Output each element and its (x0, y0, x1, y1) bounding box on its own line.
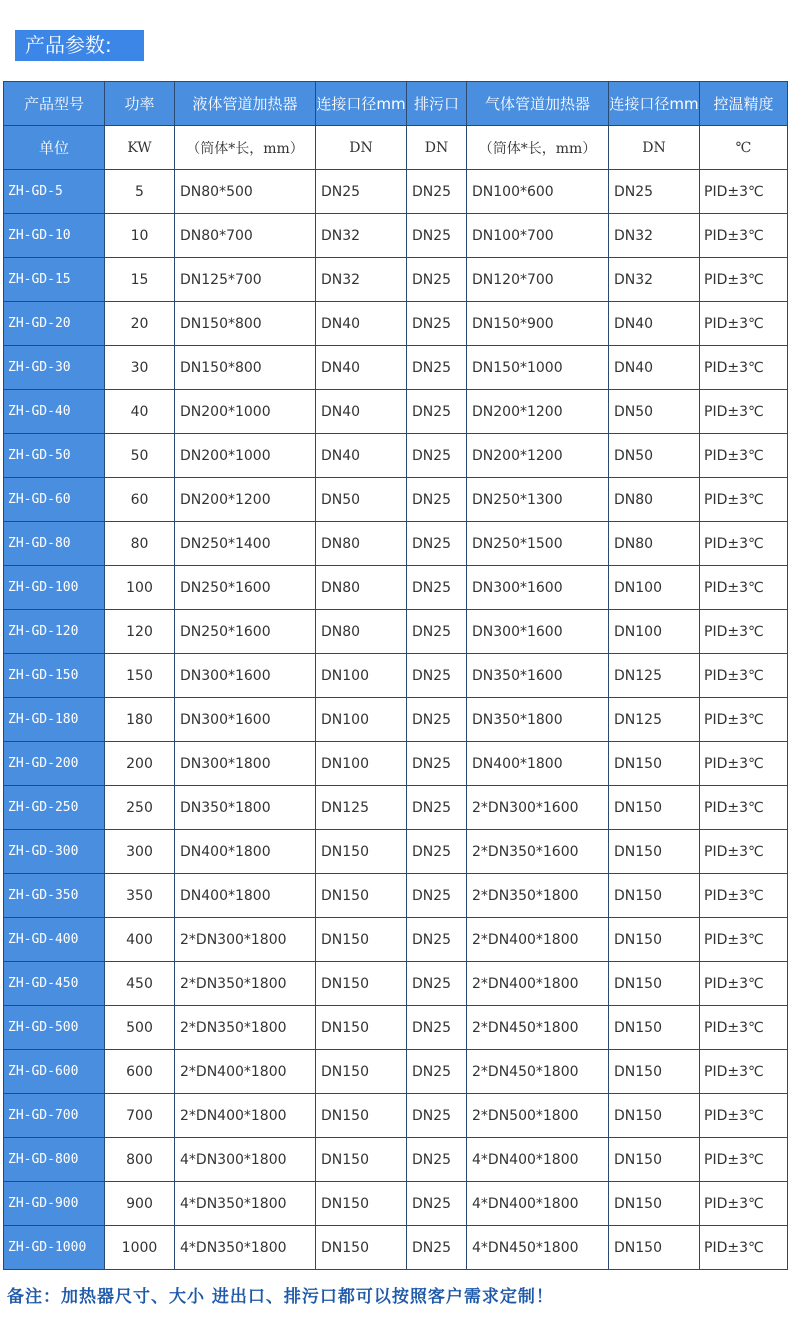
gas-connection-cell: DN100 (609, 610, 700, 654)
temp-accuracy-cell: PID±3℃ (700, 1226, 788, 1270)
liquid-heater-cell: DN150*800 (175, 346, 316, 390)
model-cell: ZH-GD-10 (4, 214, 105, 258)
liquid-heater-cell: DN200*1000 (175, 390, 316, 434)
liquid-connection-cell: DN50 (316, 478, 407, 522)
header-liquid-connection: 连接口径mm (316, 82, 407, 126)
gas-heater-cell: DN150*900 (467, 302, 609, 346)
gas-connection-cell: DN150 (609, 830, 700, 874)
gas-heater-cell: DN400*1800 (467, 742, 609, 786)
gas-heater-cell: DN150*1000 (467, 346, 609, 390)
power-cell: 600 (105, 1050, 175, 1094)
liquid-heater-cell: DN250*1400 (175, 522, 316, 566)
temp-accuracy-cell: PID±3℃ (700, 654, 788, 698)
liquid-connection-cell: DN150 (316, 1138, 407, 1182)
table-row (4, 170, 788, 214)
drain-cell: DN25 (407, 170, 467, 214)
table-row (4, 742, 788, 786)
gas-heater-cell: DN250*1500 (467, 522, 609, 566)
liquid-connection-cell: DN32 (316, 258, 407, 302)
table-row (4, 1226, 788, 1270)
liquid-connection-cell: DN150 (316, 830, 407, 874)
drain-cell: DN25 (407, 786, 467, 830)
gas-connection-cell: DN150 (609, 1006, 700, 1050)
gas-connection-cell: DN150 (609, 742, 700, 786)
table-row (4, 214, 788, 258)
gas-heater-cell: 4*DN400*1800 (467, 1182, 609, 1226)
gas-heater-cell: 4*DN400*1800 (467, 1138, 609, 1182)
gas-heater-cell: 2*DN350*1600 (467, 830, 609, 874)
table-row (4, 478, 788, 522)
liquid-heater-cell: 2*DN300*1800 (175, 918, 316, 962)
table-row (4, 1050, 788, 1094)
liquid-connection-cell: DN150 (316, 1006, 407, 1050)
gas-connection-cell: DN125 (609, 654, 700, 698)
liquid-connection-cell: DN40 (316, 302, 407, 346)
table-row (4, 302, 788, 346)
model-cell: ZH-GD-30 (4, 346, 105, 390)
gas-heater-cell: DN100*700 (467, 214, 609, 258)
unit-gas-connection: DN (609, 126, 700, 170)
drain-cell: DN25 (407, 434, 467, 478)
liquid-connection-cell: DN25 (316, 170, 407, 214)
header-gas-heater: 气体管道加热器 (467, 82, 609, 126)
table-row (4, 346, 788, 390)
liquid-heater-cell: DN300*1600 (175, 698, 316, 742)
liquid-connection-cell: DN150 (316, 1050, 407, 1094)
liquid-heater-cell: DN250*1600 (175, 566, 316, 610)
liquid-heater-cell: 4*DN350*1800 (175, 1226, 316, 1270)
temp-accuracy-cell: PID±3℃ (700, 390, 788, 434)
gas-heater-cell: 4*DN450*1800 (467, 1226, 609, 1270)
gas-connection-cell: DN150 (609, 962, 700, 1006)
power-cell: 10 (105, 214, 175, 258)
unit-liquid-heater: （筒体*长，mm） (175, 126, 316, 170)
table-row (4, 1006, 788, 1050)
header-temp-accuracy: 控温精度 (700, 82, 788, 126)
drain-cell: DN25 (407, 1182, 467, 1226)
unit-row (4, 126, 788, 170)
drain-cell: DN25 (407, 742, 467, 786)
table-row (4, 434, 788, 478)
gas-connection-cell: DN32 (609, 214, 700, 258)
liquid-connection-cell: DN80 (316, 522, 407, 566)
gas-heater-cell: DN350*1800 (467, 698, 609, 742)
drain-cell: DN25 (407, 390, 467, 434)
table-row (4, 830, 788, 874)
liquid-connection-cell: DN125 (316, 786, 407, 830)
power-cell: 250 (105, 786, 175, 830)
model-cell: ZH-GD-15 (4, 258, 105, 302)
temp-accuracy-cell: PID±3℃ (700, 302, 788, 346)
power-cell: 80 (105, 522, 175, 566)
temp-accuracy-cell: PID±3℃ (700, 566, 788, 610)
product-parameters-table (3, 81, 788, 1270)
gas-connection-cell: DN32 (609, 258, 700, 302)
unit-drain: DN (407, 126, 467, 170)
liquid-heater-cell: 2*DN400*1800 (175, 1094, 316, 1138)
header-model: 产品型号 (4, 82, 105, 126)
temp-accuracy-cell: PID±3℃ (700, 742, 788, 786)
liquid-connection-cell: DN150 (316, 962, 407, 1006)
drain-cell: DN25 (407, 698, 467, 742)
model-cell: ZH-GD-400 (4, 918, 105, 962)
model-cell: ZH-GD-600 (4, 1050, 105, 1094)
drain-cell: DN25 (407, 258, 467, 302)
model-cell: ZH-GD-20 (4, 302, 105, 346)
power-cell: 15 (105, 258, 175, 302)
temp-accuracy-cell: PID±3℃ (700, 522, 788, 566)
gas-connection-cell: DN125 (609, 698, 700, 742)
table-row (4, 654, 788, 698)
temp-accuracy-cell: PID±3℃ (700, 830, 788, 874)
gas-heater-cell: 2*DN450*1800 (467, 1006, 609, 1050)
temp-accuracy-cell: PID±3℃ (700, 346, 788, 390)
temp-accuracy-cell: PID±3℃ (700, 610, 788, 654)
model-cell: ZH-GD-250 (4, 786, 105, 830)
power-cell: 300 (105, 830, 175, 874)
table-row (4, 874, 788, 918)
drain-cell: DN25 (407, 566, 467, 610)
power-cell: 200 (105, 742, 175, 786)
gas-heater-cell: DN350*1600 (467, 654, 609, 698)
temp-accuracy-cell: PID±3℃ (700, 786, 788, 830)
unit-label: 单位 (4, 126, 105, 170)
power-cell: 400 (105, 918, 175, 962)
gas-connection-cell: DN100 (609, 566, 700, 610)
gas-heater-cell: 2*DN400*1800 (467, 962, 609, 1006)
liquid-connection-cell: DN150 (316, 1226, 407, 1270)
model-cell: ZH-GD-350 (4, 874, 105, 918)
liquid-connection-cell: DN80 (316, 610, 407, 654)
temp-accuracy-cell: PID±3℃ (700, 698, 788, 742)
liquid-heater-cell: DN150*800 (175, 302, 316, 346)
gas-connection-cell: DN150 (609, 786, 700, 830)
model-cell: ZH-GD-40 (4, 390, 105, 434)
gas-heater-cell: 2*DN400*1800 (467, 918, 609, 962)
temp-accuracy-cell: PID±3℃ (700, 962, 788, 1006)
temp-accuracy-cell: PID±3℃ (700, 874, 788, 918)
liquid-heater-cell: 4*DN350*1800 (175, 1182, 316, 1226)
drain-cell: DN25 (407, 302, 467, 346)
power-cell: 150 (105, 654, 175, 698)
gas-connection-cell: DN40 (609, 346, 700, 390)
temp-accuracy-cell: PID±3℃ (700, 1094, 788, 1138)
liquid-heater-cell: DN200*1000 (175, 434, 316, 478)
drain-cell: DN25 (407, 478, 467, 522)
liquid-heater-cell: DN300*1800 (175, 742, 316, 786)
liquid-heater-cell: 2*DN350*1800 (175, 962, 316, 1006)
model-cell: ZH-GD-150 (4, 654, 105, 698)
liquid-heater-cell: DN125*700 (175, 258, 316, 302)
gas-connection-cell: DN150 (609, 1094, 700, 1138)
drain-cell: DN25 (407, 874, 467, 918)
power-cell: 50 (105, 434, 175, 478)
drain-cell: DN25 (407, 1006, 467, 1050)
power-cell: 30 (105, 346, 175, 390)
drain-cell: DN25 (407, 1226, 467, 1270)
model-cell: ZH-GD-100 (4, 566, 105, 610)
drain-cell: DN25 (407, 522, 467, 566)
power-cell: 350 (105, 874, 175, 918)
table-row (4, 610, 788, 654)
page-title: 产品参数: (15, 30, 144, 61)
power-cell: 800 (105, 1138, 175, 1182)
gas-heater-cell: DN100*600 (467, 170, 609, 214)
drain-cell: DN25 (407, 962, 467, 1006)
liquid-heater-cell: 4*DN300*1800 (175, 1138, 316, 1182)
gas-heater-cell: DN250*1300 (467, 478, 609, 522)
power-cell: 180 (105, 698, 175, 742)
model-cell: ZH-GD-80 (4, 522, 105, 566)
power-cell: 60 (105, 478, 175, 522)
liquid-heater-cell: 2*DN350*1800 (175, 1006, 316, 1050)
header-gas-connection: 连接口径mm (609, 82, 700, 126)
liquid-heater-cell: DN400*1800 (175, 830, 316, 874)
gas-connection-cell: DN150 (609, 1050, 700, 1094)
power-cell: 500 (105, 1006, 175, 1050)
drain-cell: DN25 (407, 214, 467, 258)
drain-cell: DN25 (407, 830, 467, 874)
gas-heater-cell: 2*DN450*1800 (467, 1050, 609, 1094)
gas-connection-cell: DN80 (609, 478, 700, 522)
model-cell: ZH-GD-50 (4, 434, 105, 478)
gas-heater-cell: DN200*1200 (467, 390, 609, 434)
model-cell: ZH-GD-200 (4, 742, 105, 786)
model-cell: ZH-GD-900 (4, 1182, 105, 1226)
drain-cell: DN25 (407, 1050, 467, 1094)
header-power: 功率 (105, 82, 175, 126)
table-row (4, 1138, 788, 1182)
liquid-heater-cell: DN250*1600 (175, 610, 316, 654)
gas-connection-cell: DN50 (609, 390, 700, 434)
gas-heater-cell: DN200*1200 (467, 434, 609, 478)
liquid-connection-cell: DN150 (316, 1094, 407, 1138)
gas-connection-cell: DN150 (609, 1138, 700, 1182)
liquid-connection-cell: DN150 (316, 918, 407, 962)
gas-heater-cell: 2*DN500*1800 (467, 1094, 609, 1138)
table-row (4, 1094, 788, 1138)
liquid-heater-cell: DN400*1800 (175, 874, 316, 918)
liquid-connection-cell: DN150 (316, 874, 407, 918)
drain-cell: DN25 (407, 918, 467, 962)
liquid-connection-cell: DN100 (316, 654, 407, 698)
unit-power: KW (105, 126, 175, 170)
liquid-heater-cell: DN350*1800 (175, 786, 316, 830)
liquid-connection-cell: DN40 (316, 346, 407, 390)
drain-cell: DN25 (407, 346, 467, 390)
model-cell: ZH-GD-700 (4, 1094, 105, 1138)
drain-cell: DN25 (407, 610, 467, 654)
liquid-connection-cell: DN40 (316, 390, 407, 434)
liquid-connection-cell: DN100 (316, 742, 407, 786)
drain-cell: DN25 (407, 1094, 467, 1138)
liquid-heater-cell: DN200*1200 (175, 478, 316, 522)
table-row (4, 1182, 788, 1226)
gas-connection-cell: DN80 (609, 522, 700, 566)
gas-connection-cell: DN50 (609, 434, 700, 478)
gas-connection-cell: DN150 (609, 1182, 700, 1226)
temp-accuracy-cell: PID±3℃ (700, 434, 788, 478)
table-row (4, 962, 788, 1006)
table-row (4, 258, 788, 302)
model-cell: ZH-GD-800 (4, 1138, 105, 1182)
table-row (4, 522, 788, 566)
gas-heater-cell: DN300*1600 (467, 610, 609, 654)
footnote: 备注：加热器尺寸、大小 进出口、排污口都可以按照客户需求定制！ (7, 1287, 554, 1307)
liquid-heater-cell: 2*DN400*1800 (175, 1050, 316, 1094)
gas-connection-cell: DN150 (609, 874, 700, 918)
unit-liquid-connection: DN (316, 126, 407, 170)
gas-connection-cell: DN25 (609, 170, 700, 214)
temp-accuracy-cell: PID±3℃ (700, 478, 788, 522)
liquid-connection-cell: DN100 (316, 698, 407, 742)
table-row (4, 918, 788, 962)
power-cell: 5 (105, 170, 175, 214)
power-cell: 100 (105, 566, 175, 610)
liquid-connection-cell: DN32 (316, 214, 407, 258)
gas-connection-cell: DN150 (609, 1226, 700, 1270)
model-cell: ZH-GD-1000 (4, 1226, 105, 1270)
model-cell: ZH-GD-60 (4, 478, 105, 522)
gas-heater-cell: 2*DN350*1800 (467, 874, 609, 918)
model-cell: ZH-GD-450 (4, 962, 105, 1006)
liquid-heater-cell: DN80*500 (175, 170, 316, 214)
model-cell: ZH-GD-120 (4, 610, 105, 654)
power-cell: 40 (105, 390, 175, 434)
model-cell: ZH-GD-300 (4, 830, 105, 874)
temp-accuracy-cell: PID±3℃ (700, 1182, 788, 1226)
liquid-connection-cell: DN40 (316, 434, 407, 478)
model-cell: ZH-GD-500 (4, 1006, 105, 1050)
drain-cell: DN25 (407, 654, 467, 698)
power-cell: 700 (105, 1094, 175, 1138)
liquid-connection-cell: DN150 (316, 1182, 407, 1226)
unit-gas-heater: （筒体*长，mm） (467, 126, 609, 170)
temp-accuracy-cell: PID±3℃ (700, 258, 788, 302)
model-cell: ZH-GD-180 (4, 698, 105, 742)
model-cell: ZH-GD-5 (4, 170, 105, 214)
gas-connection-cell: DN150 (609, 918, 700, 962)
power-cell: 120 (105, 610, 175, 654)
gas-connection-cell: DN40 (609, 302, 700, 346)
power-cell: 20 (105, 302, 175, 346)
temp-accuracy-cell: PID±3℃ (700, 1138, 788, 1182)
temp-accuracy-cell: PID±3℃ (700, 1050, 788, 1094)
power-cell: 900 (105, 1182, 175, 1226)
drain-cell: DN25 (407, 1138, 467, 1182)
table-row (4, 566, 788, 610)
gas-heater-cell: DN120*700 (467, 258, 609, 302)
header-row (4, 82, 788, 126)
table-row (4, 786, 788, 830)
power-cell: 1000 (105, 1226, 175, 1270)
liquid-heater-cell: DN300*1600 (175, 654, 316, 698)
temp-accuracy-cell: PID±3℃ (700, 1006, 788, 1050)
table-row (4, 390, 788, 434)
temp-accuracy-cell: PID±3℃ (700, 214, 788, 258)
gas-heater-cell: 2*DN300*1600 (467, 786, 609, 830)
unit-temp: ℃ (700, 126, 788, 170)
table-row (4, 698, 788, 742)
liquid-connection-cell: DN80 (316, 566, 407, 610)
power-cell: 450 (105, 962, 175, 1006)
gas-heater-cell: DN300*1600 (467, 566, 609, 610)
temp-accuracy-cell: PID±3℃ (700, 170, 788, 214)
temp-accuracy-cell: PID±3℃ (700, 918, 788, 962)
header-liquid-heater: 液体管道加热器 (175, 82, 316, 126)
header-drain: 排污口 (407, 82, 467, 126)
liquid-heater-cell: DN80*700 (175, 214, 316, 258)
